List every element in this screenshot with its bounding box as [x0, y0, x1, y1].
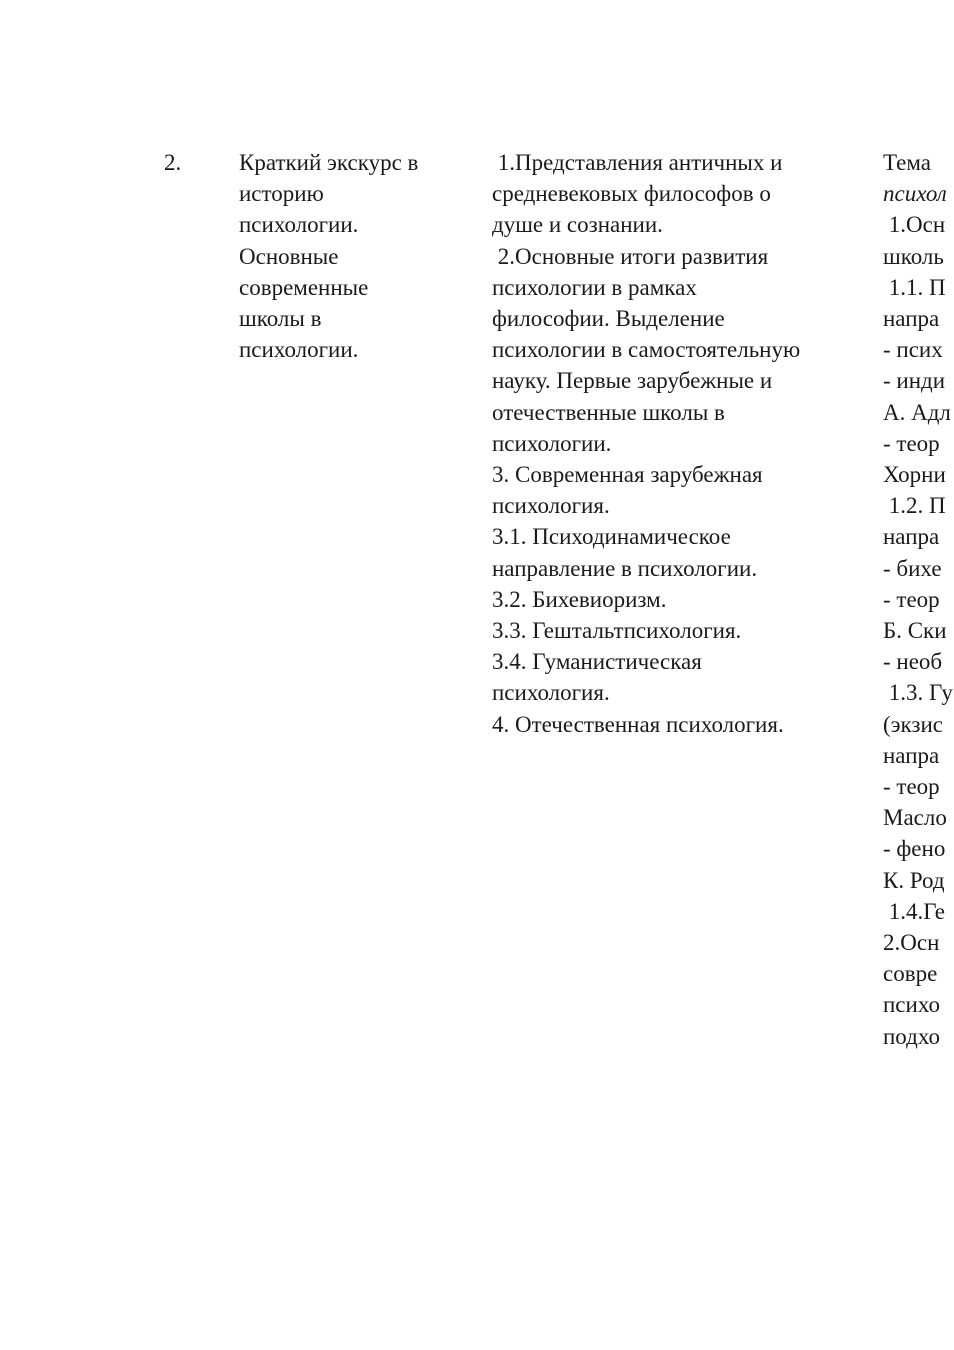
- theme-line: - псих: [883, 337, 943, 363]
- topic-contents-cell: [492, 147, 872, 740]
- content-line: 3. Современная зарубежная: [492, 462, 763, 488]
- seminar-theme-cell: [883, 147, 954, 1052]
- content-line: психологии в рамках: [492, 274, 697, 300]
- title-line: историю: [239, 181, 324, 207]
- theme-line: - фено: [883, 836, 946, 862]
- theme-line: 2.Осн: [883, 930, 940, 956]
- theme-line: - инди: [883, 368, 946, 394]
- theme-line: - теор: [883, 774, 940, 800]
- content-line: 1.Представления античных и: [492, 150, 783, 175]
- theme-line: Хорни: [883, 462, 946, 488]
- content-line: науку. Первые зарубежные и: [492, 368, 773, 394]
- theme-line: Масло: [883, 805, 947, 831]
- theme-line: - теор: [883, 586, 940, 612]
- content-line: средневековых философов о: [492, 181, 771, 207]
- theme-line: 1.1. П: [883, 274, 946, 300]
- theme-line: 1.3. Гу: [883, 680, 953, 706]
- content-line: 2.Основные итоги развития: [492, 243, 769, 269]
- theme-line: - необ: [883, 649, 943, 675]
- title-line: Краткий экскурс в: [239, 150, 419, 175]
- row-number: [164, 147, 224, 178]
- content-line: философии. Выделение: [492, 306, 725, 332]
- row-number-text: 2.: [164, 150, 182, 175]
- theme-line: подхо: [883, 1023, 940, 1049]
- content-line: направление в психологии.: [492, 555, 758, 581]
- content-line: 3.3. Гештальтпсихология.: [492, 618, 742, 644]
- theme-line: - теор: [883, 430, 940, 456]
- theme-line: А. Адл: [883, 399, 951, 425]
- theme-line: напра: [883, 306, 940, 332]
- content-line: психология.: [492, 493, 610, 519]
- theme-line-italic: психол: [883, 181, 947, 207]
- content-line: душе и сознании.: [492, 212, 663, 238]
- content-line: психология.: [492, 680, 610, 706]
- content-line: отечественные школы в: [492, 399, 725, 425]
- theme-line: школь: [883, 243, 944, 269]
- theme-line: психо: [883, 992, 940, 1018]
- title-line: школы в: [239, 306, 322, 332]
- theme-line: напра: [883, 742, 940, 768]
- content-line: 3.1. Психодинамическое: [492, 524, 731, 550]
- theme-line: К. Род: [883, 867, 945, 893]
- topic-title-cell: [239, 147, 474, 365]
- title-line: современные: [239, 274, 369, 300]
- content-line: психологии.: [492, 430, 612, 456]
- content-line: 4. Отечественная психология.: [492, 711, 784, 737]
- theme-line: Б. Ски: [883, 618, 947, 644]
- content-line: психологии в самостоятельную: [492, 337, 801, 363]
- title-line: психологии.: [239, 212, 359, 238]
- title-line: Основные: [239, 243, 339, 269]
- content-line: 3.2. Бихевиоризм.: [492, 586, 667, 612]
- title-line: психологии.: [239, 337, 359, 363]
- theme-line: Тема: [883, 150, 931, 175]
- theme-line: совре: [883, 961, 938, 987]
- theme-line: 1.4.Ге: [883, 898, 946, 924]
- theme-line: 1.Осн: [883, 212, 946, 238]
- theme-line: 1.2. П: [883, 493, 946, 519]
- content-line: 3.4. Гуманистическая: [492, 649, 702, 675]
- theme-line: - бихе: [883, 555, 942, 581]
- theme-line: напра: [883, 524, 940, 550]
- theme-line: (экзис: [883, 711, 944, 737]
